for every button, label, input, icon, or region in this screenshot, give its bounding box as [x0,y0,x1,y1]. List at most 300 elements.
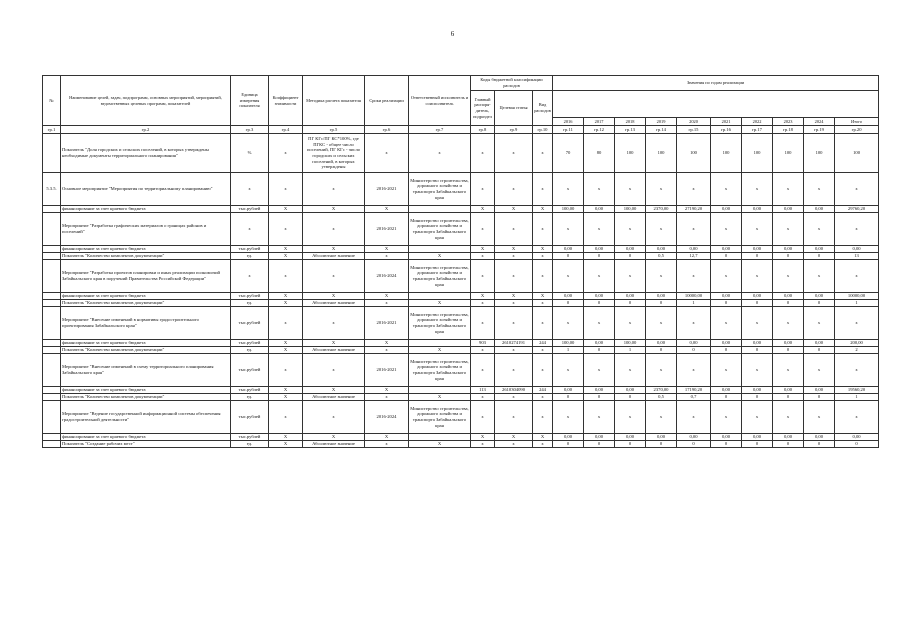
header-values-spacer [553,91,879,118]
table-cell: Х [269,434,303,441]
table-cell: 0 [742,253,773,260]
table-cell: х [646,307,677,340]
table-cell: х [471,134,495,173]
table-cell [43,394,61,401]
table-cell [43,260,61,293]
table-cell: х [711,260,742,293]
table-cell: х [365,347,409,354]
table-cell: х [742,307,773,340]
table-cell [43,206,61,213]
table-cell [43,134,61,173]
table-cell: х [742,401,773,434]
table-cell: Х [495,293,533,300]
table-cell: х [365,394,409,401]
column-number: гр.17 [742,126,773,134]
table-cell: 70 [553,134,584,173]
table-cell: Показатель "Создание рабочих мест" [61,441,231,448]
table-cell: Х [269,340,303,347]
program-table [42,75,879,448]
header-num: № [43,76,61,126]
table-cell: х [533,394,553,401]
table-cell [43,293,61,300]
table-cell: 100,00 [553,340,584,347]
table-cell: х [773,173,804,206]
header-year: 2023 [773,118,804,126]
table-cell: тыс.рублей [231,246,269,253]
table-cell: тыс.рублей [231,387,269,394]
table-cell: Х [533,206,553,213]
table-cell: 0,00 [711,293,742,300]
table-cell: х [584,213,615,246]
table-cell: 2016-2021 [365,354,409,387]
table-cell: 113 [471,387,495,394]
table-cell: х [533,134,553,173]
table-cell: х [711,354,742,387]
table-cell: х [231,213,269,246]
table-cell: х [677,173,711,206]
header-code-vr: Вид расходов [533,91,553,126]
table-cell: 0,00 [646,293,677,300]
column-number: гр.13 [615,126,646,134]
table-cell: 0 [773,347,804,354]
table-cell: Х [495,434,533,441]
table-cell [43,213,61,246]
table-cell: 0 [615,253,646,260]
table-cell: финансирование за счет краевого бюджета [61,387,231,394]
table-row [43,434,879,441]
table-cell: х [677,307,711,340]
table-cell: х [553,173,584,206]
table-cell: Х [471,293,495,300]
table-cell: 0 [742,394,773,401]
column-number: гр.11 [553,126,584,134]
table-cell: 2016-2024 [365,260,409,293]
table-cell: 2370,00 [646,206,677,213]
table-cell [43,401,61,434]
table-cell: 0 [711,300,742,307]
table-cell: х [231,173,269,206]
table-cell: 0,00 [742,387,773,394]
table-cell: х [773,401,804,434]
table-cell: 0,00 [804,387,835,394]
table-cell: финансирование за счет краевого бюджета [61,206,231,213]
table-cell: х [773,307,804,340]
table-cell: х [533,347,553,354]
table-cell: х [584,173,615,206]
table-cell: х [495,300,533,307]
table-cell: х [646,213,677,246]
table-row [43,173,879,206]
table-row [43,387,879,394]
table-cell: х [471,441,495,448]
table-cell: х [804,401,835,434]
table-row [43,293,879,300]
table-cell: 1 [677,300,711,307]
table-cell: 19560,20 [835,387,879,394]
table-cell: тыс.рублей [231,293,269,300]
table-cell: х [365,134,409,173]
table-cell: 100,00 [615,206,646,213]
table-cell: Мероприятие "Разработка графических материалов о границах районов и поселений" [61,213,231,246]
table-cell: х [553,213,584,246]
table-cell: х [711,307,742,340]
table-cell: Х [495,246,533,253]
table-cell: 0,00 [584,340,615,347]
table-cell [43,354,61,387]
header-codes-group: Коды бюджетной классификации расходов [471,76,553,91]
table-cell: 0 [646,441,677,448]
table-cell: х [742,260,773,293]
table-cell: 0,00 [615,293,646,300]
table-cell: 200,00 [835,340,879,347]
column-number: гр.9 [495,126,533,134]
table-cell: Х [495,206,533,213]
table-cell: 0,00 [742,434,773,441]
table-cell: х [615,260,646,293]
table-cell: х [365,441,409,448]
table-cell: 0 [711,441,742,448]
table-cell: 29760,20 [835,206,879,213]
table-cell: х [533,260,553,293]
table-cell: 2016-2024 [365,401,409,434]
table-cell: х [495,173,533,206]
table-cell: х [835,173,879,206]
table-cell: х [804,173,835,206]
table-cell: х [804,307,835,340]
table-cell: х [533,401,553,434]
column-number: гр.2 [61,126,231,134]
table-cell: 100 [835,134,879,173]
table-cell: 100 [711,134,742,173]
table-cell: Х [303,206,365,213]
table-row [43,213,879,246]
table-cell: 0,00 [553,434,584,441]
table-cell: х [835,401,879,434]
table-cell: х [303,260,365,293]
table-cell: тыс.рублей [231,206,269,213]
table-cell: х [646,260,677,293]
table-cell: 0 [773,394,804,401]
column-number: гр.7 [409,126,471,134]
table-cell: 0 [615,441,646,448]
table-cell: 0,00 [553,293,584,300]
table-cell: 0,5 [646,394,677,401]
table-cell: финансирование за счет краевого бюджета [61,340,231,347]
table-cell: Абсолютное значение [303,253,365,260]
table-cell [409,293,471,300]
table-cell: Мероприятие "Разработка проектов планировки и иных реализации полномочий Забайкальского края в поручений Правительства Российской Федерации" [61,260,231,293]
table-cell: 10000,00 [835,293,879,300]
table-cell: Абсолютное значение [303,394,365,401]
table-cell: х [471,253,495,260]
table-cell: 0 [584,300,615,307]
table-cell: Х [533,434,553,441]
table-cell: х [615,173,646,206]
table-cell: х [533,307,553,340]
table-cell [43,387,61,394]
table-cell: 0,00 [804,340,835,347]
table-row [43,260,879,293]
table-cell: х [471,394,495,401]
table-cell: тыс.рублей [231,434,269,441]
column-number: гр.8 [471,126,495,134]
table-cell: х [495,347,533,354]
table-cell: 27190,20 [677,206,711,213]
table-cell: х [303,307,365,340]
header-code-glav: Главный распоря-дитель, подраздел [471,91,495,126]
table-cell: х [303,401,365,434]
table-cell: 0,00 [773,387,804,394]
header-year: 2024 [804,118,835,126]
table-cell: 0 [804,441,835,448]
table-cell: х [495,260,533,293]
column-number: гр.16 [711,126,742,134]
table-cell: х [584,401,615,434]
table-cell: Абсолютное значение [303,441,365,448]
table-row [43,354,879,387]
table-cell: х [553,307,584,340]
column-number: гр.20 [835,126,879,134]
table-cell: х [553,401,584,434]
table-cell: Х [269,253,303,260]
table-cell: ед. [231,347,269,354]
table-cell: Х [269,441,303,448]
table-cell: 0,00 [646,340,677,347]
header-term: Сроки реализации [365,76,409,126]
table-cell: 100 [773,134,804,173]
table-cell: 0,00 [804,246,835,253]
table-cell: 0,00 [711,340,742,347]
table-cell: Мероприятие "Внесение изменений в нормативы градостроительного проектирования Забайкальского края" [61,307,231,340]
table-cell: 0,00 [711,246,742,253]
table-cell: 244 [533,340,553,347]
table-cell: 0,00 [742,340,773,347]
table-cell: Х [365,387,409,394]
table-cell: финансирование за счет краевого бюджета [61,246,231,253]
table-cell: х [471,401,495,434]
table-cell: х [835,213,879,246]
table-cell: 0 [584,347,615,354]
table-cell: х [269,401,303,434]
header-coef: Коэффициент значимости [269,76,303,126]
table-cell: 100 [804,134,835,173]
table-cell [43,246,61,253]
table-cell: х [269,213,303,246]
table-cell: Показатель "Количество комплектов документации" [61,253,231,260]
table-cell: 0,00 [615,387,646,394]
table-cell: Х [365,246,409,253]
table-cell: Министерство строительства, дорожного хозяйства и транспорта Забайкальского края [409,401,471,434]
table-cell: Х [409,347,471,354]
column-number: гр.15 [677,126,711,134]
table-cell: 100 [615,134,646,173]
column-number: гр.4 [269,126,303,134]
table-cell: 0,00 [804,434,835,441]
table-cell: 0 [584,441,615,448]
table-cell: 0,00 [773,434,804,441]
table-cell: 0 [773,441,804,448]
table-cell: Х [303,434,365,441]
table-cell: х [495,307,533,340]
table-cell: Х [471,206,495,213]
table-cell: 0 [677,441,711,448]
table-cell: х [677,401,711,434]
table-cell: 0 [711,253,742,260]
table-cell: х [269,260,303,293]
table-cell: % [231,134,269,173]
table-row [43,394,879,401]
table-cell: 0,00 [711,387,742,394]
table-cell: 0,00 [711,434,742,441]
table-cell: 0 [804,394,835,401]
table-cell: 100 [677,134,711,173]
table-cell: Основное мероприятие "Мероприятия по территориальному планированию" [61,173,231,206]
table-cell: х [584,260,615,293]
table-cell: 0,00 [646,246,677,253]
table-cell: 0,00 [553,246,584,253]
table-cell: х [646,401,677,434]
table-cell: ед. [231,394,269,401]
table-cell: 100,00 [553,206,584,213]
table-row [43,206,879,213]
table-cell: 0 [584,394,615,401]
table-cell: 0 [553,441,584,448]
table-cell: х [646,173,677,206]
header-code-cs: Целевая статья [495,91,533,126]
table-cell: х [495,354,533,387]
table-cell: Х [303,387,365,394]
table-cell: 0,00 [646,434,677,441]
table-cell: тыс.рублей [231,340,269,347]
column-number: гр.3 [231,126,269,134]
table-cell: ед. [231,300,269,307]
table-cell: Х [269,293,303,300]
table-cell: х [269,173,303,206]
table-cell: х [303,354,365,387]
table-row [43,347,879,354]
table-cell: х [269,134,303,173]
table-cell: Х [365,293,409,300]
table-cell: 100 [646,134,677,173]
table-cell: х [471,260,495,293]
table-cell: х [773,260,804,293]
table-cell: 903 [471,340,495,347]
table-cell [43,347,61,354]
table-cell: х [495,441,533,448]
table-cell: х [711,401,742,434]
table-cell: 2610304090 [495,387,533,394]
table-cell: тыс.рублей [231,307,269,340]
table-cell: х [495,394,533,401]
table-cell: 0 [773,300,804,307]
table-cell: х [471,354,495,387]
table-cell: Х [471,434,495,441]
table-cell: 0 [742,300,773,307]
table-cell: Х [471,246,495,253]
table-cell: х [804,260,835,293]
table-cell: Х [269,300,303,307]
table-cell: х [471,213,495,246]
table-cell: ед. [231,253,269,260]
table-cell: 1 [615,347,646,354]
header-name: Наименование целей, задач, подпрограмм, основных мероприятий, мероприятий, ведомственных целевых программ, показателей [61,76,231,126]
table-cell: 0,00 [804,293,835,300]
column-number: гр.6 [365,126,409,134]
table-cell: х [471,307,495,340]
table-cell: 0,00 [711,206,742,213]
table-cell: ПГ КГс/ПГ КС*100%, где ПГКС - общее число поселений, ПГ КГс - число городских и сельских поселений, в которых утверждены [303,134,365,173]
column-number: гр.12 [584,126,615,134]
table-row [43,441,879,448]
table-cell: х [742,173,773,206]
table-cell: х [742,213,773,246]
table-cell: 0 [711,347,742,354]
page-number: 6 [450,30,455,38]
column-number: гр.14 [646,126,677,134]
table-row [43,401,879,434]
table-cell: 0,00 [615,246,646,253]
table-cell: х [615,401,646,434]
table-cell: Абсолютное значение [303,300,365,307]
table-cell: х [365,253,409,260]
table-cell: 17190,20 [677,387,711,394]
header-method: Методика расчета показателя [303,76,365,126]
table-cell: 2370,00 [646,387,677,394]
column-number: гр.18 [773,126,804,134]
table-cell: Мероприятие "Ведение государственной информационной системы обеспечения градостроительной деятельности" [61,401,231,434]
table-cell: Министерство строительства, дорожного хозяйства и транспорта Забайкальского края [409,307,471,340]
table-cell: х [835,354,879,387]
table-cell: х [303,213,365,246]
table-row [43,300,879,307]
table-cell: Х [303,340,365,347]
header-unit: Единица измерения показателя [231,76,269,126]
table-body [43,126,879,448]
table-cell: х [495,213,533,246]
table-cell [409,340,471,347]
table-cell [43,253,61,260]
column-number: гр.10 [533,126,553,134]
table-cell: Министерство строительства, дорожного хозяйства и транспорта Забайкальского края [409,213,471,246]
header-year: 2021 [711,118,742,126]
table-cell: 1 [835,394,879,401]
table-cell: х [471,173,495,206]
table-cell [43,441,61,448]
header-year: 2022 [742,118,773,126]
table-cell: тыс.рублей [231,354,269,387]
table-cell: Х [303,246,365,253]
table-cell: 0,00 [677,340,711,347]
table-cell: 0,00 [773,340,804,347]
table-cell: х [615,213,646,246]
table-cell: 80 [584,134,615,173]
header-year: 2017 [584,118,615,126]
table-cell: х [773,213,804,246]
table-cell: 0 [677,347,711,354]
column-number: гр.1 [43,126,61,134]
table-cell: 0,00 [742,293,773,300]
header-year: 2018 [615,118,646,126]
table-cell: Показатель "Количество комплектов документации" [61,347,231,354]
table-cell: х [495,401,533,434]
table-cell: 0,00 [615,434,646,441]
table-cell: Х [269,246,303,253]
table-cell: х [584,354,615,387]
table-cell: 0 [646,300,677,307]
column-number: гр.5 [303,126,365,134]
table-cell: х [303,173,365,206]
table-header [43,76,879,126]
